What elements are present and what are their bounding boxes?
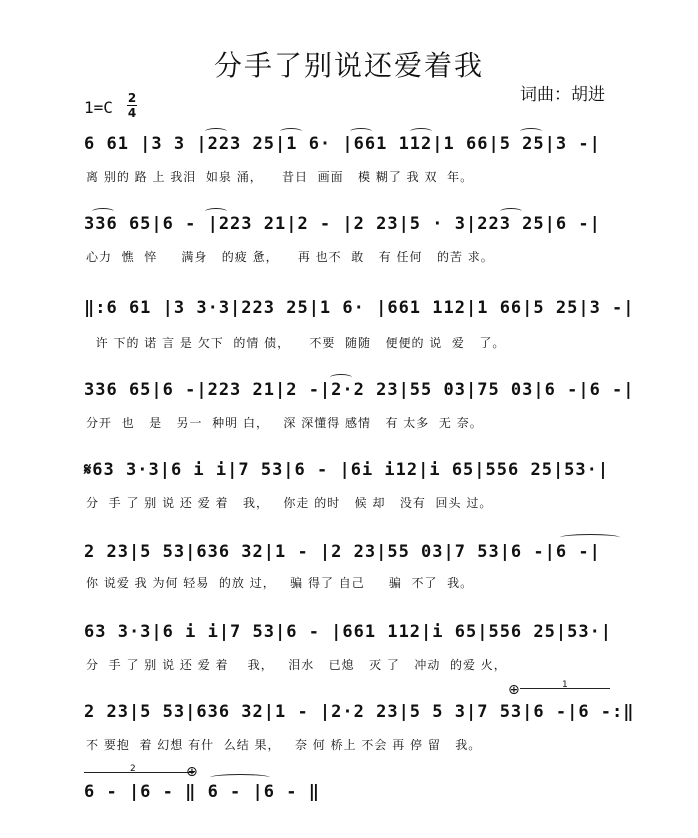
lyric-line-8: 不 要抱 着 幻想 有什 么结 果， 奈 何 桥上 不会 再 停 留 我。	[86, 738, 482, 752]
lyric-line-4: 分开 也 是 另一 种明 白， 深 深懂得 感情 有 太多 无 奈。	[86, 416, 483, 430]
lyric-line-3: 许 下的 诺 言 是 欠下 的情 债， 不要 随随 便便的 说 爱 了。	[86, 336, 506, 350]
time-signature-top: 2	[127, 91, 137, 105]
song-title: 分手了别说还爱着我	[213, 49, 484, 82]
notation-line-7: 63 3·3|6 i i|7 53|6 - |661 112|i 65|556 25|53·|	[84, 622, 613, 642]
volta-2-number: 2	[130, 764, 136, 774]
slur-arc	[210, 774, 270, 781]
time-signature	[127, 92, 137, 119]
lyric-line-1: 离 别的 路 上 我泪 如泉 涌， 昔日 画面 模 糊了 我 双 年。	[86, 170, 474, 184]
lyric-line-7: 分 手 了 别 说 还 爱 着 我， 泪水 已熄 灭 了 冲动 的爱 火，	[86, 658, 507, 672]
notation-line-1: 6 61 |3 3 |223 25|1 6· |661 112|1 66|5 25|3 -|	[84, 134, 601, 154]
notation-line-3: ‖:6 61 |3 3·3|223 25|1 6· |661 112|1 66|5 25|3 -|	[84, 298, 635, 318]
notation-line-8: 2 23|5 53|636 32|1 - |2·2 23|5 5 3|7 53|6 -|6 -:‖	[84, 702, 635, 722]
slur-arc	[350, 128, 372, 135]
notation-line-5: 𝄋63 3·3|6 i i|7 53|6 - |6i i12|i 65|556 25|53·|	[84, 460, 610, 480]
key-signature: 1=C	[84, 98, 113, 117]
slur-arc	[280, 128, 302, 135]
slur-arc	[560, 534, 620, 541]
coda-icon: ⊕	[508, 682, 520, 698]
notation-line-6: 2 23|5 53|636 32|1 - |2 23|55 03|7 53|6 -|6 -|	[84, 542, 601, 562]
notation-line-9: 6 - |6 - ‖ 6 - |6 - ‖	[84, 782, 320, 802]
slur-arc	[330, 374, 352, 381]
time-signature-bottom: 4	[127, 106, 137, 120]
slur-arc	[410, 128, 432, 135]
volta-1-number: 1	[562, 680, 568, 690]
lyric-line-6: 你 说爱 我 为何 轻易 的放 过， 骗 得了 自己 骗 不了 我。	[86, 576, 474, 590]
volta-2-bracket	[84, 772, 194, 773]
slur-arc	[92, 208, 114, 215]
lyric-line-2: 心力 憔 悴 满身 的疲 惫， 再 也不 敢 有 任何 的苦 求。	[86, 250, 494, 264]
slur-arc	[500, 208, 522, 215]
lyric-line-5: 分 手 了 别 说 还 爱 着 我， 你走 的时 候 却 没有 回头 过。	[86, 496, 493, 510]
notation-line-2: 336 65|6 - |223 21|2 - |2 23|5 · 3|223 25|6 -|	[84, 214, 601, 234]
credits: 词曲：胡进	[520, 85, 605, 105]
slur-arc	[205, 208, 227, 215]
slur-arc	[520, 128, 542, 135]
slur-arc	[205, 128, 227, 135]
notation-line-4: 336 65|6 -|223 21|2 -|2·2 23|55 03|75 03|6 -|6 -|	[84, 380, 635, 400]
coda-icon: ⊕	[186, 764, 198, 780]
